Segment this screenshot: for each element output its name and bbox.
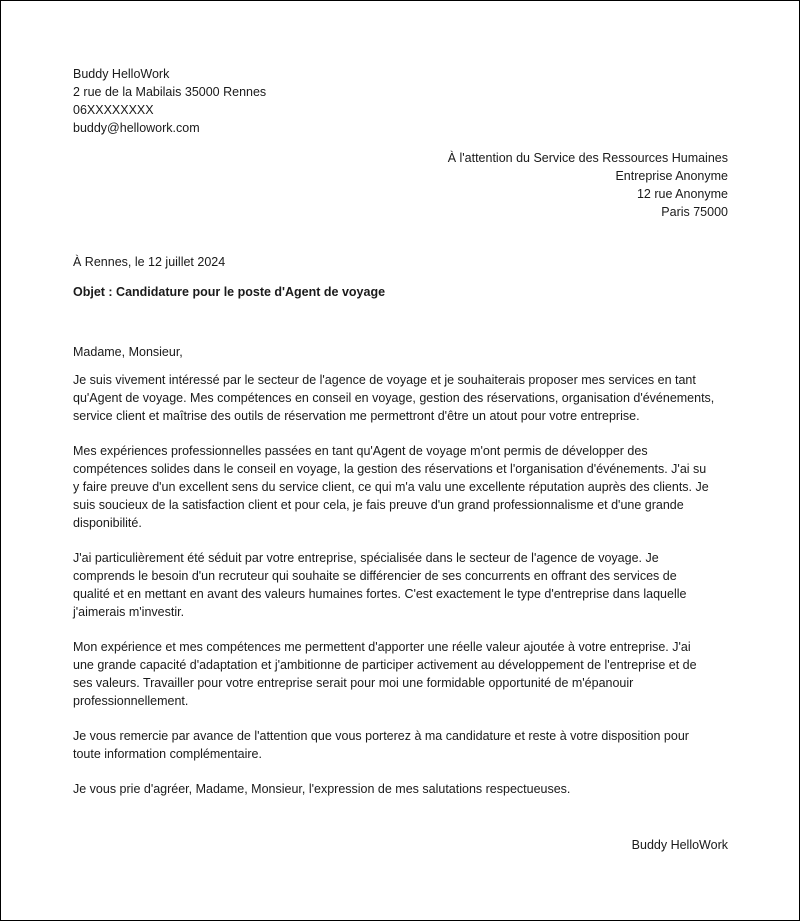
letter-subject: Objet : Candidature pour le poste d'Agent de voyage — [73, 285, 386, 299]
body-paragraph — [73, 638, 728, 710]
body-paragraph — [73, 549, 728, 621]
paragraph-line: j'aimerais m'investir. — [73, 605, 185, 619]
recipient-block — [73, 149, 728, 221]
paragraph-line: disponibilité. — [73, 516, 142, 530]
body-paragraph — [73, 442, 728, 532]
body-paragraph — [73, 727, 728, 763]
paragraph-line: Je suis vivement intéressé par le secteur de l'agence de voyage et je souhaiterais proposer mes services en tant — [73, 373, 696, 387]
sender-email: buddy@hellowork.com — [73, 121, 200, 135]
letter-body — [73, 371, 728, 798]
recipient-city: Paris 75000 — [661, 205, 728, 219]
sender-name: Buddy HelloWork — [73, 67, 170, 81]
closing-paragraph — [73, 780, 728, 798]
letter-content — [73, 65, 728, 854]
paragraph-line: Mes expériences professionnelles passées en tant qu'Agent de voyage m'ont permis de développer des — [73, 444, 648, 458]
paragraph-line: compétences solides dans le conseil en voyage, la gestion des réservations et l'organisation d'événements. J'ai su — [73, 462, 707, 476]
paragraph-line: comprends le besoin d'un recruteur qui souhaite se différencier de ses concurrents en offrant des services de — [73, 569, 677, 583]
paragraph-line: qualité et en mettant en avant des valeurs humaines fortes. C'est exactement le type d'entreprise dans laquelle — [73, 587, 687, 601]
letter-salutation: Madame, Monsieur, — [73, 345, 183, 359]
paragraph-line: y faire preuve d'un excellent sens du service client, ce qui m'a valu une excellente réputation auprès des clients. Je — [73, 480, 709, 494]
body-paragraph — [73, 371, 728, 425]
recipient-company: Entreprise Anonyme — [615, 169, 728, 183]
paragraph-line: ses valeurs. Travailler pour votre entreprise serait pour moi une formidable opportunité de m'épanouir — [73, 676, 634, 690]
sender-address: 2 rue de la Mabilais 35000 Rennes — [73, 85, 267, 99]
paragraph-line: J'ai particulièrement été séduit par votre entreprise, spécialisée dans le secteur de l'agence de voyage. Je — [73, 551, 659, 565]
recipient-attention: À l'attention du Service des Ressources Humaines — [447, 151, 728, 165]
paragraph-line: service client et maîtrise des outils de réservation me permettront d'être un atout pour votre entreprise. — [73, 409, 640, 423]
recipient-street: 12 rue Anonyme — [636, 187, 728, 201]
paragraph-line: une grande capacité d'adaptation et j'ambitionne de participer activement au développement de l'entreprise et de — [73, 658, 697, 672]
paragraph-line: suis soucieux de la satisfaction client et pour cela, je fais preuve d'un grand professionnalisme et d'une grande — [73, 498, 684, 512]
paragraph-line: Mon expérience et mes compétences me permettent d'apporter une réelle valeur ajoutée à votre entreprise. J'ai — [73, 640, 691, 654]
paragraph-line: Je vous remercie par avance de l'attention que vous porterez à ma candidature et reste à votre disposition pour — [73, 729, 689, 743]
paragraph-line: toute information complémentaire. — [73, 747, 262, 761]
letter-date: À Rennes, le 12 juillet 2024 — [73, 255, 226, 269]
sender-phone: 06XXXXXXXX — [73, 103, 154, 117]
paragraph-line: qu'Agent de voyage. Mes compétences en conseil en voyage, gestion des réservations, organisation d'événements, — [73, 391, 715, 405]
signature: Buddy HelloWork — [631, 838, 728, 852]
paragraph-line: Je vous prie d'agréer, Madame, Monsieur, l'expression de mes salutations respectueuses. — [73, 782, 571, 796]
paragraph-line: professionnellement. — [73, 694, 189, 708]
sender-block — [73, 65, 728, 137]
